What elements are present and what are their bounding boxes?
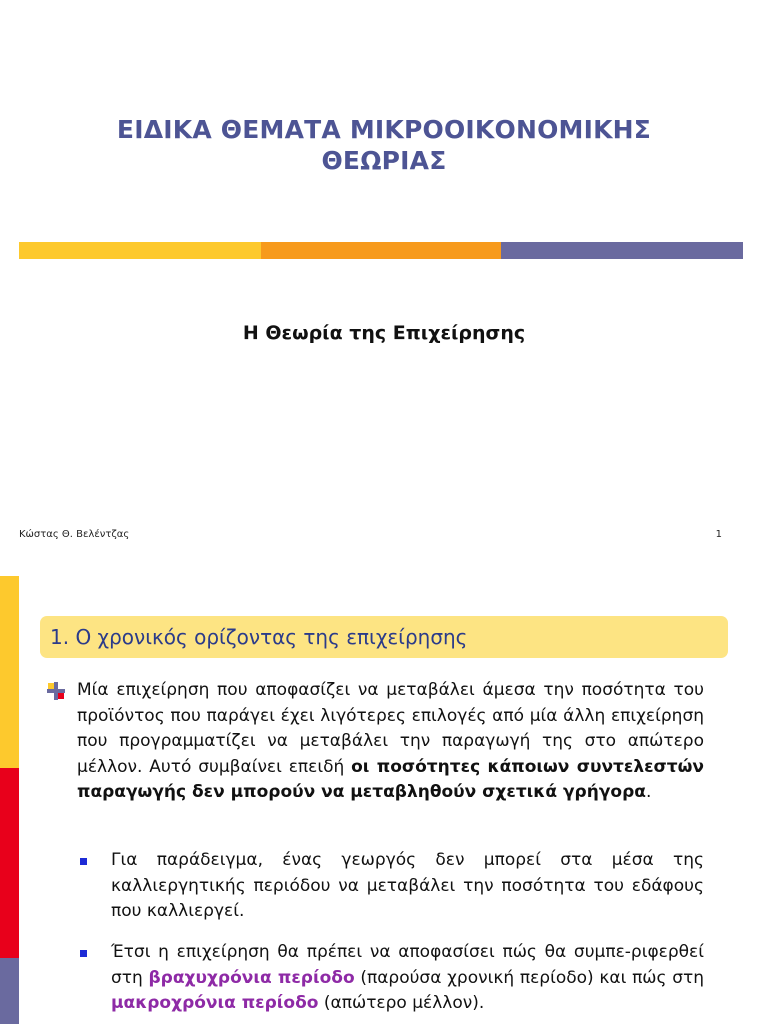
sub2-text-c: (απώτερο μέλλον).	[318, 993, 485, 1013]
side-bar-purple	[0, 958, 19, 1024]
bullet-square-icon	[80, 858, 87, 865]
bullet-cross-icon	[45, 680, 67, 702]
side-bar-yellow	[0, 576, 19, 768]
sub-bullet-1: Για παράδειγμα, ένας γεωργός δεν μπορεί στα μέσα της καλλιεργητικής περιόδου να μεταβάλει την ποσότητα του εδάφους που καλλιεργεί.	[111, 850, 704, 921]
short-run-term: βραχυχρόνια περίοδο	[148, 967, 355, 988]
title-line-1: ΕΙΔΙΚΑ ΘΕΜΑΤΑ ΜΙΚΡΟΟΙΚΟΝΟΜΙΚΗΣ	[116, 115, 652, 144]
para-end: .	[645, 782, 652, 802]
side-bar-red	[0, 768, 19, 958]
sub2-text-b: (παρούσα χρονική περίοδο) και πώς στη	[354, 967, 704, 988]
sub2-text-a: Έτσι η επιχείρηση θα πρέπει να αποφασίσει πώς θα συμπε-ριφερθεί στη	[111, 942, 704, 988]
sub-bullet-2	[111, 940, 704, 1017]
accent-bar-orange	[261, 242, 501, 259]
slide-separator	[0, 560, 768, 576]
slide-title	[0, 114, 768, 176]
accent-bar-purple	[501, 242, 743, 259]
long-run-term: μακροχρόνια περίοδο	[111, 993, 319, 1013]
section-heading: 1. Ο χρονικός ορίζοντας της επιχείρησης	[50, 625, 468, 649]
main-paragraph	[77, 678, 704, 806]
page-number: 1	[715, 529, 722, 540]
author-footer: Κώστας Θ. Βελέντζας	[19, 529, 130, 540]
bullet-square-icon	[80, 950, 87, 957]
slide-subtitle: Η Θεωρία της Επιχείρησης	[242, 322, 526, 344]
para-text: Μία επιχείρηση που αποφασίζει να μεταβάλει άμεσα την ποσότητα του προϊόντος που παράγει έχει λιγότερες επιλογές από μία άλλη επιχείρηση που προγραμματίζει να μεταβάλει την παραγωγή της στο απώτερο μέλλον. Αυτό συμβαίνει επειδή	[77, 680, 704, 777]
accent-bar-yellow	[19, 242, 261, 259]
title-line-2: ΘΕΩΡΙΑΣ	[321, 146, 447, 175]
para-bold: οι ποσότητες κάποιων συντελεστών παραγωγής δεν μπορούν να μεταβληθούν σχετικά γρήγορα	[77, 756, 704, 802]
content-slide	[0, 576, 768, 1024]
